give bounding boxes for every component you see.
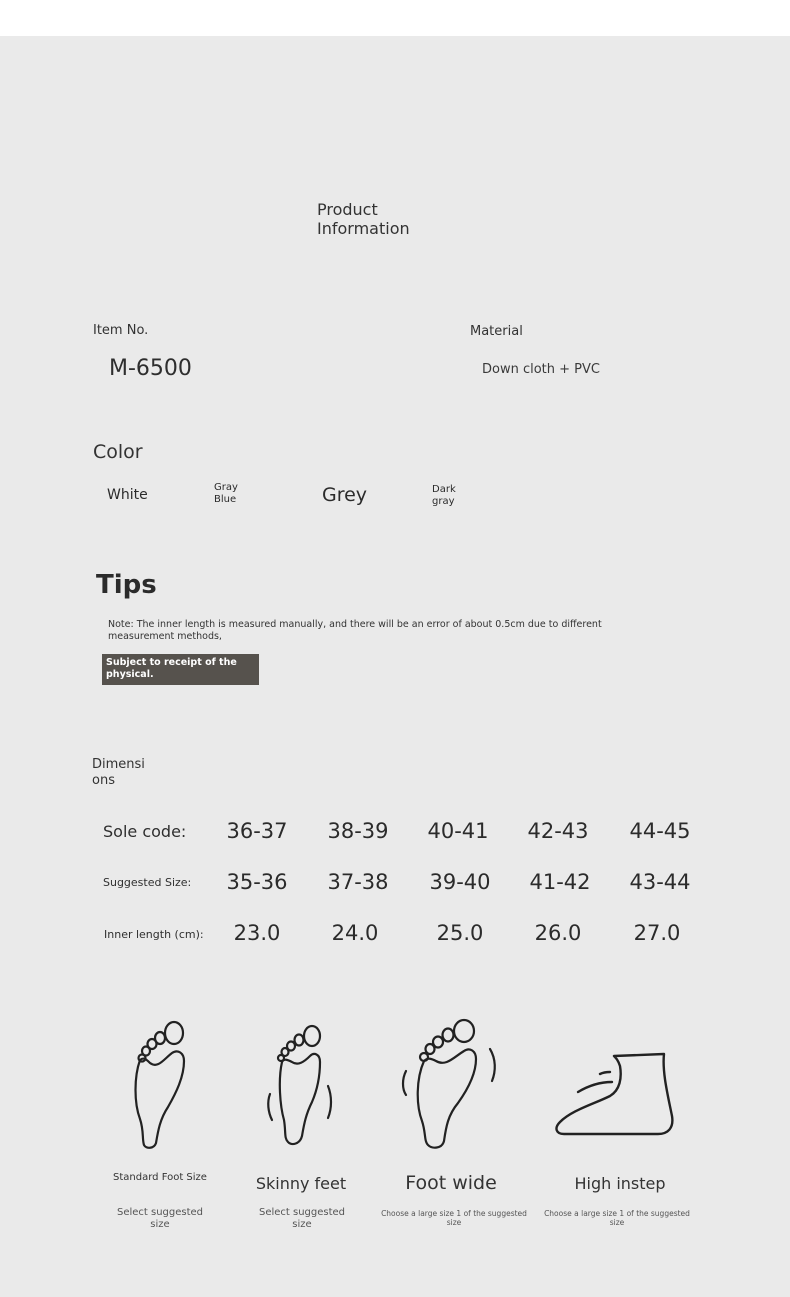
dimensions-title: Dimensi ons [92,757,145,788]
foot-type-advice: Choose a large size 1 of the suggested size [381,1209,527,1227]
foot-type-name: Foot wide [405,1172,497,1194]
foot-type-advice: Choose a large size 1 of the suggested size [544,1209,690,1227]
skinny-foot-icon [262,1020,338,1150]
foot-type-advice: Select suggested size [116,1207,204,1230]
row-label-inner-length: Inner length (cm): [104,928,204,941]
material-value: Down cloth + PVC [482,362,600,377]
standard-foot-icon [118,1015,198,1155]
table-cell: 38-39 [327,819,389,843]
row-label-suggested-size: Suggested Size: [103,876,192,889]
table-cell: 43-44 [629,870,691,894]
wide-foot-icon [398,1015,502,1151]
table-cell: 44-45 [629,819,691,843]
tips-note: Note: The inner length is measured manually, and there will be an error of about 0.5cm due to different measurement methods, [108,619,602,642]
table-cell: 41-42 [529,870,591,894]
foot-type-name: Standard Foot Size [113,1172,207,1183]
table-cell: 40-41 [427,819,489,843]
tips-title: Tips [96,570,157,600]
item-no-label: Item No. [93,323,149,338]
table-cell: 39-40 [429,870,491,894]
foot-type-name: High instep [574,1174,666,1193]
table-cell: 23.0 [233,921,281,945]
table-cell: 36-37 [226,819,288,843]
color-option-white: White [107,487,148,503]
tips-badge: Subject to receipt of the physical. [102,654,259,685]
table-cell: 42-43 [527,819,589,843]
foot-type-advice: Select suggested size [258,1207,346,1230]
color-option-dark-gray: Dark gray [432,484,456,507]
color-title: Color [93,441,143,463]
high-instep-icon [550,1048,680,1140]
table-cell: 37-38 [327,870,389,894]
table-cell: 24.0 [331,921,379,945]
table-cell: 35-36 [226,870,288,894]
foot-type-name: Skinny feet [255,1174,347,1193]
row-label-sole-code: Sole code: [103,822,187,841]
table-cell: 27.0 [633,921,681,945]
color-option-grey: Grey [322,484,368,506]
color-option-gray-blue: Gray Blue [214,482,238,505]
table-cell: 25.0 [436,921,484,945]
material-label: Material [470,324,523,339]
item-no-value: M-6500 [109,356,192,381]
section-title: Product Information [317,200,410,238]
table-cell: 26.0 [534,921,582,945]
